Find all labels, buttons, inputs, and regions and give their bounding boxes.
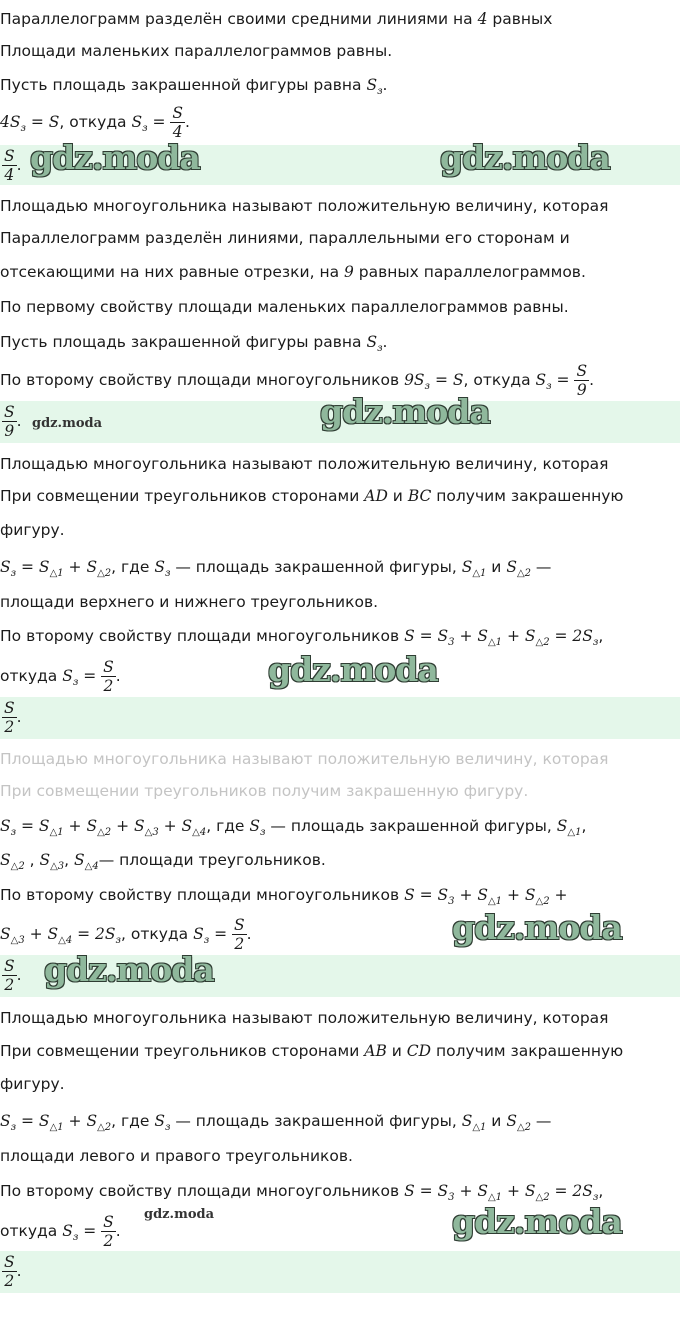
text-line: Параллелограмм разделён своими средними линиями на 4 равных <box>0 10 553 28</box>
formula-line: $S_{\triangle 3} + S_{\triangle 4} = 2S_з$, откуда $S_з$ = $\frac{S}{2}$ . <box>0 916 252 953</box>
watermark-logo: gdz.moda <box>32 416 103 431</box>
formula-line: $S_з = S_{\triangle 1} + S_{\triangle 2} + S_{\triangle 3} + S_{\triangle 4}$, где $S_з$ — площадь закрашенной фигуры, $S_{\triangle 1}$, <box>0 817 587 839</box>
text-line: площади левого и правого треугольников. <box>0 1147 353 1165</box>
formula-line: По второму свойству площади многоугольников $S = S_3 + S_{\triangle 1} + S_{\triangle 2} = 2S_з$, <box>0 627 604 649</box>
text-line: Параллелограмм разделён линиями, параллельными его сторонам и <box>0 229 570 247</box>
watermark-logo: gdz.moda <box>44 950 214 989</box>
text-line: По первому свойству площади маленьких параллелограммов равны. <box>0 298 569 316</box>
formula-line: По второму свойству площади многоугольников $9S_з = S$, откуда $S_з$ = $\frac{S}{9}$ . <box>0 362 595 399</box>
text-line: Площади маленьких параллелограммов равны. <box>0 42 393 60</box>
formula-line: $4S_з = S$, откуда $S_з$ = $\frac{S}{4}$ . <box>0 104 190 141</box>
watermark-logo: gdz.moda <box>452 1202 622 1241</box>
answer-box <box>0 1251 680 1293</box>
text-line: Пусть площадь закрашенной фигуры равна $S_з$. <box>0 333 388 355</box>
formula-line: По второму свойству площади многоугольников $S = S_3 + S_{\triangle 1} + S_{\triangle 2}$ + <box>0 886 568 908</box>
text-line: Площадью многоугольника называют положительную величину, которая <box>0 455 609 473</box>
text-line: отсекающими на них равные отрезки, на 9 равных параллелограммов. <box>0 263 586 281</box>
formula-line: откуда $S_з$ = $\frac{S}{2}$ . <box>0 1213 121 1250</box>
watermark-logo: gdz.moda <box>320 392 490 431</box>
answer-formula: $\frac{S}{9}$ . <box>4 403 22 440</box>
watermark-logo: gdz.moda <box>144 1207 215 1222</box>
text-line: Площадью многоугольника называют положительную величину, которая <box>0 1009 609 1027</box>
text-line-faded: Площадью многоугольника называют положительную величину, которая <box>0 750 609 768</box>
answer-formula: $\frac{S}{2}$ . <box>4 957 22 994</box>
answer-formula: $\frac{S}{4}$ . <box>4 147 22 184</box>
watermark-logo: gdz.moda <box>30 138 200 177</box>
text-line-faded: При совмещении треугольников получим закрашенную фигуру. <box>0 782 529 800</box>
answer-formula: $\frac{S}{2}$ . <box>4 1253 22 1290</box>
formula-line: $S_з = S_{\triangle 1} + S_{\triangle 2}$, где $S_з$ — площадь закрашенной фигуры, $S_{\triangle 1}$ и $S_{\triangle 2}$ — <box>0 558 552 580</box>
watermark-logo: gdz.moda <box>268 650 438 689</box>
answer-formula: $\frac{S}{2}$ . <box>4 699 22 736</box>
formula-line: откуда $S_з$ = $\frac{S}{2}$ . <box>0 658 121 695</box>
text-line: Площадью многоугольника называют положительную величину, которая <box>0 197 609 215</box>
text-line: При совмещении треугольников сторонами AB и CD получим закрашенную <box>0 1042 624 1060</box>
watermark-logo: gdz.moda <box>452 908 622 947</box>
watermark-logo: gdz.moda <box>440 138 610 177</box>
formula-line: $S_{\triangle 2}$ , $S_{\triangle 3}$, $S_{\triangle 4}—$ площади треугольников. <box>0 851 326 873</box>
text-line: фигуру. <box>0 1075 65 1093</box>
text-line: При совмещении треугольников сторонами AD и BC получим закрашенную <box>0 487 624 505</box>
formula-line: $S_з = S_{\triangle 1} + S_{\triangle 2}$, где $S_з$ — площадь закрашенной фигуры, $S_{\triangle 1}$ и $S_{\triangle 2}$ — <box>0 1112 552 1134</box>
text-line: фигуру. <box>0 521 65 539</box>
answer-box <box>0 697 680 739</box>
text-line: площади верхнего и нижнего треугольников. <box>0 593 379 611</box>
text-line: Пусть площадь закрашенной фигуры равна $S_з$. <box>0 76 388 98</box>
formula-line: По второму свойству площади многоугольников $S = S_3 + S_{\triangle 1} + S_{\triangle 2} = 2S_з$, <box>0 1182 604 1204</box>
